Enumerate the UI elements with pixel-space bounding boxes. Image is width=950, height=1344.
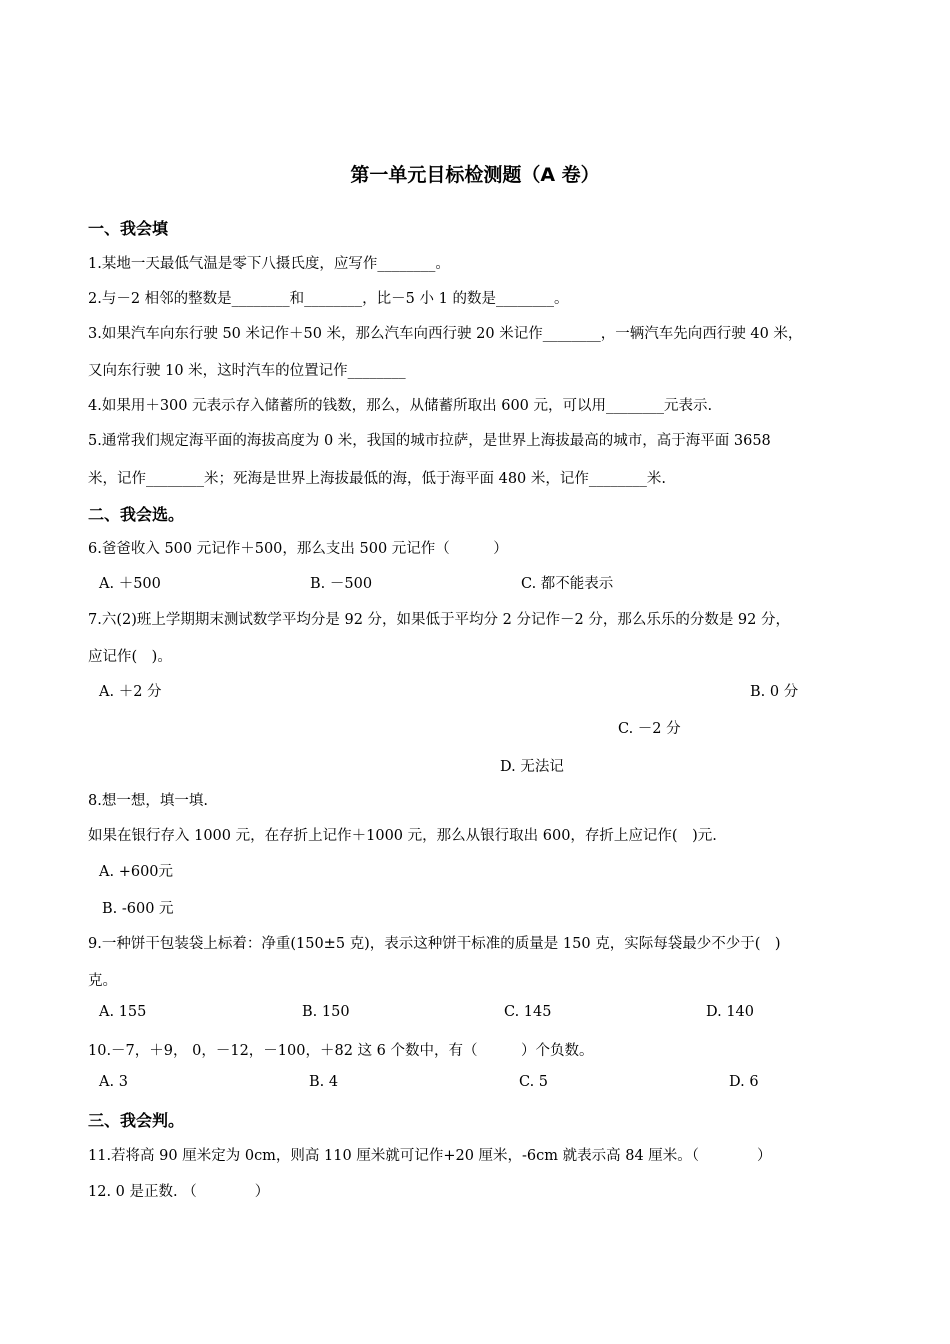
question-10-option-a: A. 3	[99, 1074, 128, 1090]
question-1: 1.某地一天最低气温是零下八摄氏度，应写作________。	[88, 256, 450, 272]
question-3-line-2: 又向东行驶 10 米，这时汽车的位置记作________	[88, 363, 406, 379]
question-2: 2.与－2 相邻的整数是________和________，比－5 小 1 的数是________。	[88, 291, 569, 307]
question-7-line-1: 7.六(2)班上学期期末测试数学平均分是 92 分，如果低于平均分 2 分记作－2 分，那么乐乐的分数是 92 分，	[88, 612, 790, 628]
question-5-line-2: 米，记作________米；死海是世界上海拔最低的海，低于海平面 480 米，记作________米.	[88, 471, 667, 487]
question-7-option-b: B. 0 分	[750, 684, 799, 700]
question-7-option-d: D. 无法记	[500, 759, 564, 775]
question-8-option-a: A. +600元	[99, 864, 174, 880]
section-heading-choose: 二、我会选。	[88, 505, 185, 524]
question-6: 6.爸爸收入 500 元记作＋500，那么支出 500 元记作（ ）	[88, 541, 508, 557]
question-9-option-b: B. 150	[302, 1004, 350, 1020]
question-9-option-a: A. 155	[99, 1004, 147, 1020]
question-6-option-c: C. 都不能表示	[521, 576, 614, 592]
section-heading-fill: 一、我会填	[88, 219, 169, 238]
question-5-line-1: 5.通常我们规定海平面的海拔高度为 0 米，我国的城市拉萨，是世界上海拔最高的城市，高于海平面 3658	[88, 433, 771, 449]
question-7-option-a: A. ＋2 分	[99, 684, 162, 700]
question-10-option-b: B. 4	[309, 1074, 339, 1090]
question-9-line-1: 9.一种饼干包装袋上标着：净重(150±5 克)，表示这种饼干标准的质量是 150 克，实际每袋最少不少于( )	[88, 936, 781, 952]
question-8-option-b: B. -600 元	[102, 901, 174, 917]
question-9-option-d: D. 140	[706, 1004, 755, 1020]
question-7-line-2: 应记作( )。	[88, 649, 172, 665]
question-6-option-b: B. －500	[310, 576, 373, 592]
question-10: 10.－7，＋9， 0，－12，－100，＋82 这 6 个数中，有（ ）个负数。	[88, 1043, 594, 1059]
question-8-line-1: 8.想一想，填一填.	[88, 793, 208, 809]
question-10-option-c: C. 5	[519, 1074, 549, 1090]
question-12: 12. 0 是正数. （ ）	[88, 1184, 270, 1200]
question-4: 4.如果用＋300 元表示存入储蓄所的钱数，那么，从储蓄所取出 600 元，可以用________元表示.	[88, 398, 713, 414]
question-11: 11.若将高 90 厘米定为 0cm，则高 110 厘米就可记作+20 厘米，-6cm 就表示高 84 厘米。（ ）	[88, 1148, 772, 1164]
question-9-line-2: 克。	[88, 973, 117, 989]
section-heading-judge: 三、我会判。	[88, 1111, 185, 1130]
question-8-line-2: 如果在银行存入 1000 元，在存折上记作＋1000 元，那么从银行取出 600，存折上应记作( )元.	[88, 828, 717, 844]
question-3-line-1: 3.如果汽车向东行驶 50 米记作＋50 米，那么汽车向西行驶 20 米记作________，一辆汽车先向西行驶 40 米，	[88, 326, 803, 342]
question-10-option-d: D. 6	[729, 1074, 759, 1090]
question-6-option-a: A. ＋500	[99, 576, 161, 592]
page-title: 第一单元目标检测题（A 卷）	[350, 164, 600, 186]
question-9-option-c: C. 145	[504, 1004, 552, 1020]
question-7-option-c: C. －2 分	[618, 721, 681, 737]
